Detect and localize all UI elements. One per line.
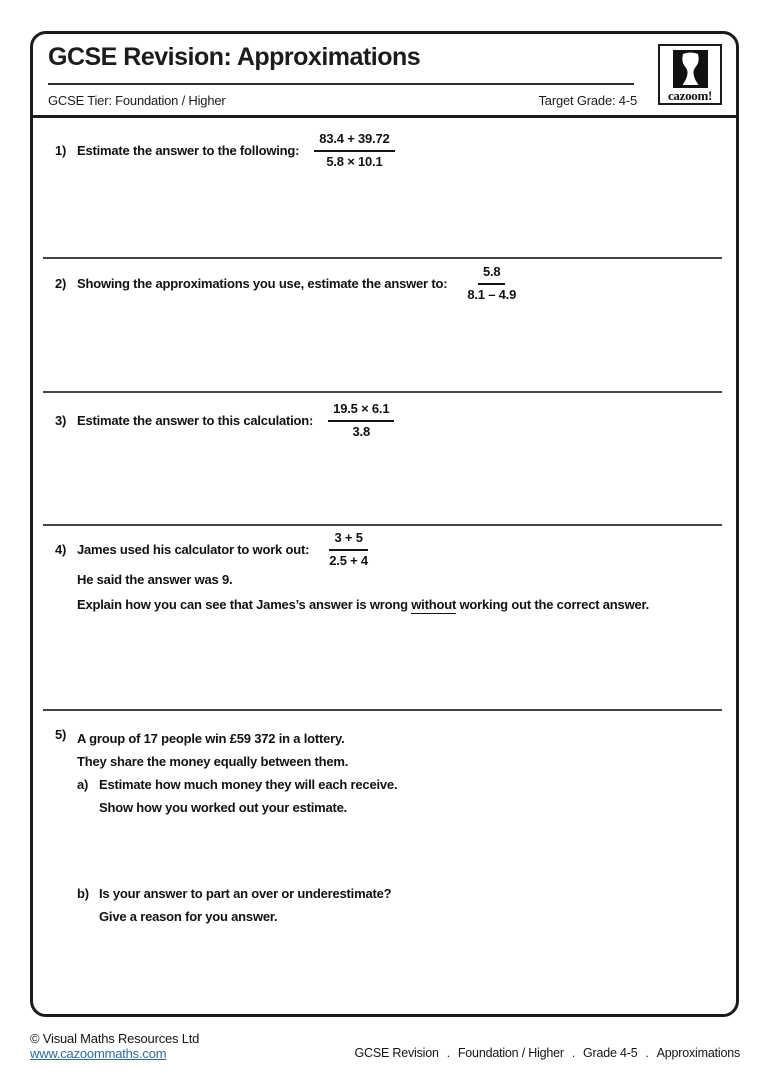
question-2 [33,258,736,392]
sheet-header [33,34,736,118]
question-2-row [55,265,716,302]
fraction-numerator: 5.8 [478,265,505,285]
question-3 [33,392,736,525]
question-2-number: 2) [55,276,67,292]
explain-text-underlined: without [411,597,457,613]
part-b-line-2: Give a reason for you answer. [99,909,278,924]
question-5-number: 5) [55,727,67,742]
fraction-numerator: 83.4 + 39.72 [314,132,394,152]
breadcrumb-separator: . [446,1046,450,1060]
question-1-text: Estimate the answer to the following: [77,143,300,159]
part-b-line-1: Is your answer to part an over or underestimate? [99,886,392,901]
fraction-denominator: 3.8 [352,423,371,439]
target-grade-label: Target Grade: 4-5 [538,92,637,108]
breadcrumb-item: GCSE Revision [354,1046,439,1060]
question-4 [33,525,736,710]
explain-text-post: working out the correct answer. [456,597,650,613]
breadcrumb-item: Approximations [656,1046,740,1060]
part-b-body [99,882,391,928]
part-a-line-1: Estimate how much money they will each receive. [99,777,398,792]
part-a-line-2: Show how you worked out your estimate. [99,800,348,815]
question-3-number: 3) [55,413,67,429]
copyright-text: © Visual Maths Resources Ltd [30,1031,200,1046]
title-rule [48,83,634,85]
questions-area [33,118,736,1014]
footer-breadcrumb [354,1046,740,1061]
question-1-fraction [314,132,394,169]
question-5-line-2: They share the money equally between them. [77,754,349,769]
fraction-numerator: 3 + 5 [329,531,367,551]
question-5-line-1: A group of 17 people win £59 372 in a lottery. [77,731,345,746]
question-5-row [55,727,716,928]
question-5-part-a [77,773,397,819]
question-4-row [55,531,716,568]
cazoom-goblet-icon [673,50,708,88]
worksheet-sheet [30,31,739,1017]
question-5-body [77,727,397,928]
fraction-numerator: 19.5 × 6.1 [328,402,394,422]
header-meta [48,93,637,108]
question-3-text: Estimate the answer to this calculation: [77,413,314,429]
question-1 [33,118,736,258]
question-4-explain-line [77,596,695,613]
website-link[interactable]: www.cazoommaths.com [30,1046,167,1061]
explain-text-pre: Explain how you can see that James’s answer is wrong [77,597,412,613]
question-1-row [55,132,716,169]
fraction-denominator: 5.8 × 10.1 [326,153,383,169]
question-2-text: Showing the approximations you use, estimate the answer to: [77,276,448,292]
breadcrumb-item: Grade 4-5 [583,1046,638,1060]
question-2-fraction [462,265,521,302]
question-4-text: James used his calculator to work out: [77,542,310,558]
question-4-fraction [324,531,373,568]
breadcrumb-item: Foundation / Higher [457,1046,564,1060]
part-a-body [99,773,397,819]
question-4-said-line: He said the answer was 9. [77,572,233,588]
footer-left [30,1031,199,1061]
part-a-label: a) [77,777,89,792]
cazoom-logo [658,44,722,105]
page-title: GCSE Revision: Approximations [48,43,421,71]
part-b-label: b) [77,886,89,901]
question-5-part-b [77,882,397,928]
question-1-number: 1) [55,143,67,159]
breadcrumb-separator: . [645,1046,649,1060]
question-3-fraction [328,402,394,439]
question-3-row [55,402,716,439]
fraction-denominator: 2.5 + 4 [329,552,368,568]
page-footer [30,1031,740,1061]
question-5 [33,710,736,1014]
tier-label: GCSE Tier: Foundation / Higher [48,92,226,108]
cazoom-logo-text: cazoom! [667,88,713,103]
breadcrumb-separator: . [571,1046,576,1060]
question-4-number: 4) [55,542,67,558]
fraction-denominator: 8.1 – 4.9 [467,286,517,302]
